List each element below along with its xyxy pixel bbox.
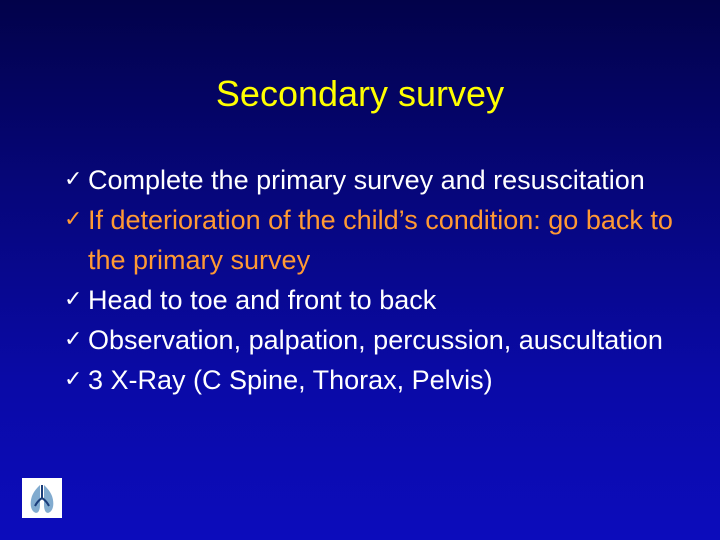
check-icon: ✓ xyxy=(64,207,83,232)
bullet-item xyxy=(64,320,704,360)
check-icon: ✓ xyxy=(64,167,83,192)
bullet-text: Head to toe and front to back xyxy=(88,285,437,315)
bullet-item xyxy=(64,200,704,280)
bullet-text: If deterioration of the child’s condition: go back to the primary survey xyxy=(88,205,673,275)
bullet-list xyxy=(64,160,704,400)
bullet-item xyxy=(64,360,704,400)
lungs-logo-icon xyxy=(22,478,62,518)
check-icon: ✓ xyxy=(64,367,83,392)
bullet-item xyxy=(64,280,704,320)
check-icon: ✓ xyxy=(64,287,83,312)
bullet-text: Complete the primary survey and resuscitation xyxy=(88,165,645,195)
bullet-text: 3 X-Ray (C Spine, Thorax, Pelvis) xyxy=(88,365,493,395)
slide-title: Secondary survey xyxy=(215,73,505,114)
check-icon: ✓ xyxy=(64,327,83,352)
bullet-text: Observation, palpation, percussion, auscultation xyxy=(88,325,663,355)
bullet-item xyxy=(64,160,704,200)
